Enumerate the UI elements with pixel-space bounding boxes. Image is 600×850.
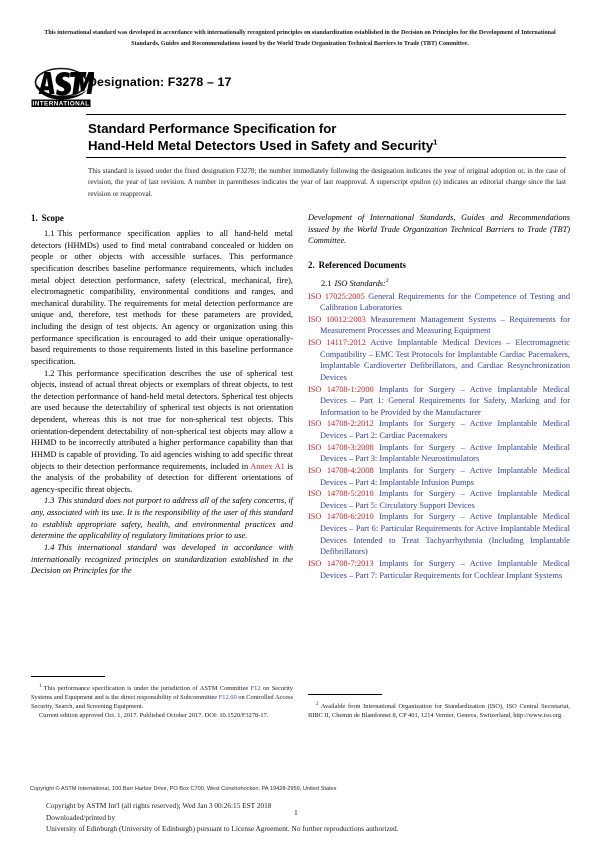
download-watermark <box>46 800 566 835</box>
section-heading-scope <box>31 212 293 224</box>
footnote-rule <box>31 676 105 677</box>
paragraph-1-2-text-a: This performance specification describes the use of spherical test objects, instead of actual threat objects or exemplars of threat objects, to test the detection performance of hand-held metal detectors. Spherical test objects are used because the detectability of spherical test objects is not orientation dependent, whereas this is not true for non-spherical test objects. This orientation-dependent detectability of non-spherical test objects may allow a HHMD to be incorrectly attributed a higher performance capability than that HHMD is capable of providing. To aid agencies wishing to add specific threat objects to their detection performance requirements, included in <box>31 368 293 471</box>
paragraph-1-4-text: This international standard was developed in accordance with internationally recognized principles on standardization established in the Decision on Principles for the <box>31 542 293 576</box>
column-left <box>31 212 293 577</box>
section-title-2: Referenced Documents <box>318 259 406 270</box>
subsection-iso-standards <box>308 278 570 290</box>
download-line-2: Downloaded/printed by <box>46 812 116 822</box>
paragraph-1-1-text: This performance specification applies to all hand-held metal detectors (HHMDs) used to find metal contraband concealed or hidden on people or other objects with accessible surfaces. This performance specification describes baseline performance requirements, which includes metal object detection performance, safety (electrical, mechanical, fire), electromagnetic compatibility, environmental conditions and ranges, and mechanical durability. The requirements for metal detection performance are unique and, therefore, test methods for these parameters are provided, including the design of test objects. An agency or organization using this performance specification is encouraged to add their unique operationally-based requirements to those requirements listed in this baseline performance specification. <box>31 229 293 366</box>
paragraph-1-3-text: This standard does not purport to address all of the safety concerns, if any, associated with its use. It is the responsibility of the user of this standard to establish appropriate safety, health, and environmental practices and determine the applicability of regulatory limitations prior to use. <box>31 496 293 541</box>
reference-id[interactable]: ISO 14708-4:2008 <box>308 465 374 475</box>
reference-id[interactable]: ISO 17025:2005 <box>308 291 365 301</box>
footnote-1-text-a: This performance specification is under the jurisdiction of ASTM Committee <box>43 684 251 692</box>
footnote-block-right <box>308 694 570 720</box>
reference-title[interactable]: Measurement Management Systems – Requirements for Measurement Processes and Measuring Equipment <box>320 314 570 336</box>
section-title: Scope <box>41 213 64 223</box>
footnote-2 <box>308 702 570 720</box>
reference-id[interactable]: ISO 10012:2003 <box>308 314 366 324</box>
fixed-designation-note: This standard is issued under the fixed designation F3278; the number immediately following the designation indicates the year of original adoption or, in the case of revision, the year of last revision. A number in parentheses indicates the year of last reapproval. A superscript epsilon (ε) indicates an editorial change since the last revision or reapproval. <box>88 167 566 198</box>
reference-id[interactable]: ISO 14708-1:2000 <box>308 384 374 394</box>
astm-logo-icon <box>28 64 94 110</box>
reference-list <box>308 291 570 582</box>
annex-a1-link[interactable]: Annex A1 <box>250 461 285 471</box>
section-number-2: 2. <box>308 259 315 270</box>
footnote-2-text: Available from International Organization for Standardization (ISO), ISO Central Secretariat, BIBC II, Chemin de Blandonnet 8, CP 401, 1214 Vernier, Geneva, Switzerland, http://www.iso.org. <box>308 702 570 719</box>
subcommittee-f1260-link[interactable]: F12.60 <box>218 693 237 701</box>
title-footnote-marker: 1 <box>433 137 438 147</box>
masthead <box>28 64 568 112</box>
footnote-block-left <box>31 676 293 720</box>
reference-id[interactable]: ISO 14708-2:2012 <box>308 419 374 429</box>
title-line-2-text: Hand-Held Metal Detectors Used in Safety and Security <box>88 138 434 153</box>
footnote-1 <box>31 684 293 711</box>
paragraph-1-1-label: 1.1 <box>44 229 55 238</box>
reference-item[interactable] <box>308 291 570 314</box>
header-rule-top <box>86 114 566 115</box>
reference-title[interactable]: Active Implantable Medical Devices – Electromagnetic Compatibility – EMC Test Protocols for Implantable Cardiac Pacemakers, Implantable Cardioverter Defibrillators, and Cardiac Resynchronization Devices <box>320 338 570 382</box>
reference-id[interactable]: ISO 14708-6:2010 <box>308 512 374 522</box>
column-right <box>308 212 570 581</box>
download-line-3: University of Edinburgh (University of Edinburgh) pursuant to License Agreement. No further reproductions authorized. <box>46 824 399 834</box>
reference-title[interactable]: Implants for Surgery – Active Implantable Medical Devices – Part 2: Cardiac Pacemakers <box>320 419 570 440</box>
section-heading-referenced-documents <box>308 259 570 271</box>
subsection-label: ISO Standards: <box>334 278 386 288</box>
page-number: 1 <box>294 808 298 817</box>
committee-f12-link[interactable]: F12 <box>250 684 261 692</box>
paragraph-1-4-continuation: Development of International Standards, Guides and Recommendations issued by the World Trade Organization Technical Barriers to Trade (TBT) Committee. <box>308 213 570 246</box>
reference-title[interactable]: General Requirements for the Competence of Testing and Calibration Laboratories <box>320 291 570 313</box>
footnote-rule <box>308 694 382 695</box>
paragraph-1-3-label: 1.3 <box>44 496 55 506</box>
designation-label: Designation: F3278 – 17 <box>88 75 232 89</box>
reference-id[interactable]: ISO 14117:2012 <box>308 338 366 347</box>
footnote-2-marker: 2 <box>316 701 319 707</box>
page-title <box>88 120 568 154</box>
reference-id[interactable]: ISO 14708-3:2008 <box>308 442 374 452</box>
paragraph-1-1 <box>31 228 293 368</box>
reference-item[interactable] <box>308 488 570 511</box>
paragraph-1-2-text-b: is the analysis of the probability of detection for different orientations of agency-specific threat objects. <box>31 461 293 494</box>
reference-title[interactable]: Implants for Surgery – Active Implantable Medical Devices – Part 1: General Requirements for Safety, Marking and for Information to be Provided by the Manufacturer <box>320 384 570 417</box>
footnote-1-text-c: on Controlled Access Security, Search, and Screening Equipment. <box>31 693 294 710</box>
title-line-2 <box>88 137 568 154</box>
paragraph-1-4-label: 1.4 <box>44 542 55 552</box>
reference-item[interactable] <box>308 442 570 465</box>
reference-item[interactable] <box>308 384 570 419</box>
paragraph-1-4 <box>31 542 293 577</box>
reference-item[interactable] <box>308 465 570 488</box>
section-number: 1. <box>31 213 38 223</box>
paragraph-1-3 <box>31 495 293 542</box>
reference-id[interactable]: ISO 14708-7:2013 <box>308 558 374 568</box>
reference-title[interactable]: Implants for Surgery – Active Implantable Medical Devices – Part 7: Particular Requirements for Cochlear Implant Systems <box>320 558 570 580</box>
download-line-1: Copyright by ASTM Int'l (all rights reserved); Wed Jan 3 00:26:15 EST 2018 <box>46 801 272 810</box>
copyright-notice: Copyright © ASTM International, 100 Barr Harbor Drive, PO Box C700, West Conshohocken, PA 19428-2959, United States <box>30 786 337 792</box>
paragraph-1-2 <box>31 368 293 496</box>
reference-item[interactable] <box>308 418 570 441</box>
header-rule-bottom <box>86 157 566 158</box>
reference-item[interactable] <box>308 558 570 581</box>
footnote-current-edition: Current edition approved Oct. 1, 2017. Published October 2017. DOI: 10.1520/F3278-17. <box>39 711 269 719</box>
reference-title[interactable]: Implants for Surgery – Active Implantable Medical Devices – Part 6: Particular Requirements for Active Implantable Medical Devices Intended to Treat Tachyarrhythmia (Including Implantable Defibrillators) <box>320 512 570 557</box>
paragraph-1-2-label: 1.2 <box>44 368 55 378</box>
svg-text:INTERNATIONAL: INTERNATIONAL <box>32 100 90 108</box>
reference-item[interactable] <box>308 337 570 384</box>
tbt-notice: This international standard was developed in accordance with internationally recognized principles on standardization established in the Decision on Principles for the Development of International Standards, Guides and Recommendations issued by the World Trade Organization Technical Barriers to Trade (TBT) Committee. <box>44 30 556 47</box>
subsection-number: 2.1 <box>321 278 332 288</box>
title-line-1: Standard Performance Specification for <box>88 121 337 136</box>
reference-title[interactable]: Implants for Surgery – Active Implantable Medical Devices – Part 5: Circulatory Support Devices <box>320 489 570 510</box>
reference-item[interactable] <box>308 511 570 558</box>
subsection-footnote-marker: 2 <box>385 278 389 285</box>
footnote-1-marker: 1 <box>39 683 42 689</box>
reference-title[interactable]: Implants for Surgery – Active Implantable Medical Devices – Part 4: Implantable Infusion Pumps <box>320 465 570 487</box>
footnote-1-text-b: on Security Systems and Equipment and is the direct responsibility of Subcommittee <box>31 684 294 701</box>
reference-title[interactable]: Implants for Surgery – Active Implantable Medical Devices – Part 3: Implantable Neurostimulators <box>320 442 570 464</box>
reference-item[interactable] <box>308 314 570 337</box>
reference-id[interactable]: ISO 14708-5:2010 <box>308 489 374 499</box>
